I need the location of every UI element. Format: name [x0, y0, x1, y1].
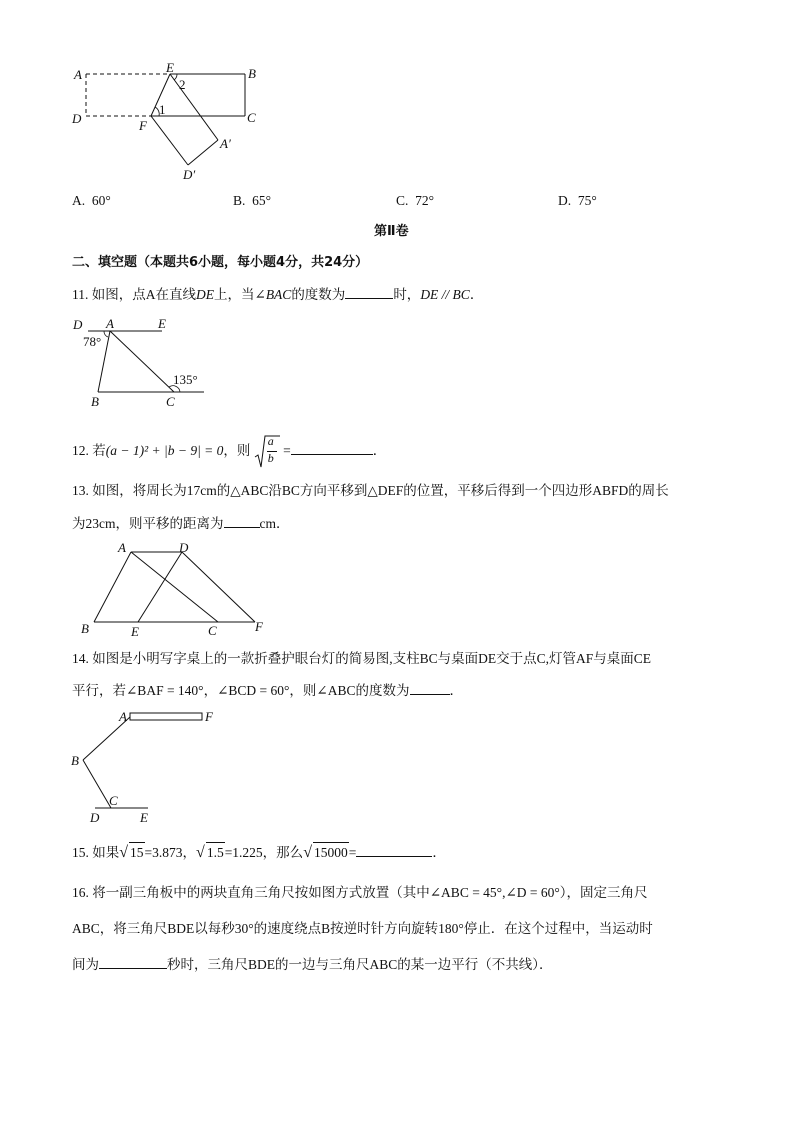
label-D-prime: D′ [183, 167, 196, 182]
label-angle-78: 78° [83, 334, 102, 349]
label-C: C [109, 793, 118, 808]
sqrt-icon: √ [196, 844, 205, 861]
q15-radicand-2: 1.5 [206, 842, 225, 863]
label-A: A [118, 540, 126, 555]
segment-DF [182, 552, 255, 622]
q13-line2 [72, 513, 290, 534]
label-B: B [248, 66, 256, 81]
q14-line1 [72, 649, 651, 669]
fold-rectangle-figure [70, 60, 270, 185]
q11-text-d: 时， [393, 287, 421, 302]
q12-num: 12. [72, 443, 89, 459]
lamp-tube-AF [130, 713, 202, 720]
q13-answer-blank[interactable] [224, 513, 260, 528]
q14-line2b: ． [449, 683, 463, 698]
label-A: A [106, 316, 114, 331]
label-F: F [255, 619, 263, 634]
label-E: E [158, 316, 166, 331]
label-B: B [91, 394, 99, 409]
sqrt-icon: √ [119, 844, 129, 861]
q14-answer-blank[interactable] [410, 680, 450, 695]
label-C: C [166, 394, 175, 409]
q13-line1 [72, 481, 669, 501]
option-d-letter: D. [558, 193, 572, 208]
q15-v1: =3.873， [144, 845, 197, 860]
label-C: C [208, 623, 217, 638]
q12-answer-blank[interactable] [291, 440, 373, 455]
label-F: F [139, 118, 147, 133]
q12-eq: = [283, 443, 291, 459]
q11-answer-blank[interactable] [345, 284, 393, 299]
q12-end: ． [372, 443, 387, 459]
q13-figure [75, 540, 275, 640]
option-d [558, 191, 597, 211]
label-E: E [140, 810, 148, 825]
q11-text-e: ． [469, 287, 484, 302]
q11-text-c: 的度数为 [291, 287, 346, 302]
label-D: D [179, 540, 189, 555]
q15-radicand-1: 15 [129, 842, 145, 863]
q14-num: 14. [72, 651, 89, 666]
q16-line1 [72, 883, 648, 903]
q15-num: 15. [72, 845, 89, 860]
label-B: B [71, 753, 79, 768]
label-A-prime: A′ [220, 136, 231, 151]
sqrt-sign [254, 435, 280, 469]
q11-text [72, 284, 483, 305]
q14-line2a: 平行，若∠BAF = 140°，∠BCD = 60°，则∠ABC的度数为 [72, 683, 410, 698]
label-D: D [90, 810, 100, 825]
q15-text-a: 如果 [92, 845, 120, 860]
q13-num: 13. [72, 483, 89, 498]
q16-line1-text: 将一副三角板中的两块直角三角尺按如图方式放置（其中∠ABC = 45°,∠D = 60°），固定三角尺 [92, 885, 648, 900]
q15-radicand-3: 15000 [313, 842, 349, 863]
option-c-value: 72° [415, 193, 435, 208]
label-F: F [205, 709, 213, 724]
label-angle-1: 1 [159, 102, 166, 117]
option-c-letter: C. [396, 193, 409, 208]
q11-text-b: 上，当∠ [214, 287, 266, 302]
q15-text [72, 842, 446, 863]
q12-expr: (a − 1)² + |b − 9| = 0 [105, 443, 224, 459]
part2-header: 二、填空题（本题共6小题，每小题4分，共24分） [72, 255, 369, 270]
q13-line1-text: 如图，将周长为17cm的△ABC沿BC方向平移到△DEF的位置，平移后得到一个四边形ABFD的周长 [92, 483, 669, 498]
label-D: D [73, 317, 83, 332]
angle-78-arc [104, 331, 108, 337]
q12-sqrt-fraction [254, 435, 280, 469]
q16-num: 16. [72, 885, 89, 900]
q12-text-b: ，则 [223, 443, 251, 459]
q12-text [72, 435, 386, 469]
segment-D-prime-A-prime [188, 140, 218, 165]
segment-FD-prime [151, 116, 188, 165]
q15-eq: = [348, 845, 357, 860]
q11-parallel: DE // BC [420, 287, 470, 302]
option-b-letter: B. [233, 193, 246, 208]
segment-AB [94, 552, 131, 622]
q16-line2: ABC，将三角尺BDE以每秒30°的速度绕点B按逆时针方向旋转180°停止．在这个过程中，当运动时 [72, 921, 653, 936]
label-C: C [247, 110, 256, 125]
label-angle-2: 2 [179, 77, 186, 92]
q16-answer-blank[interactable] [99, 954, 167, 969]
option-a [72, 191, 111, 211]
label-B: B [81, 621, 89, 636]
section-title: 第Ⅱ卷 [374, 224, 409, 239]
q12-text-a: 若 [92, 443, 106, 459]
pillar-BC [83, 760, 111, 808]
q13-line2b: cm． [259, 516, 290, 531]
q15-end: ． [432, 845, 446, 860]
q15-v2: =1.225，那么 [224, 845, 304, 860]
sqrt-icon: √ [303, 844, 312, 861]
q14-line1-text: 如图是小明写字桌上的一款折叠护眼台灯的简易图,支柱BC与桌面DE交于点C,灯管AF与桌面CE [92, 651, 652, 666]
q16-line3 [72, 954, 553, 975]
q11-de: DE [196, 287, 214, 302]
option-b [233, 191, 271, 211]
label-A: A [74, 67, 82, 82]
angle-2-arc [174, 74, 177, 80]
segment-AC [110, 331, 174, 392]
option-a-value: 60° [91, 193, 111, 208]
label-A: A [119, 709, 127, 724]
option-a-letter: A. [72, 193, 86, 208]
label-E: E [166, 60, 174, 75]
q15-answer-blank[interactable] [356, 842, 432, 857]
q11-num: 11. [72, 287, 89, 302]
q13-line2a: 为23cm，则平移的距离为 [72, 516, 224, 531]
q12-frac-top: a [267, 434, 274, 448]
q11-text-a: 如图，点A在直线 [91, 287, 196, 302]
q16-line3a: 间为 [72, 957, 99, 972]
option-d-value: 75° [577, 193, 597, 208]
option-c [396, 191, 434, 211]
q11-figure [70, 312, 220, 410]
q14-line2 [72, 680, 463, 701]
segment-EA-prime [170, 74, 218, 140]
label-D: D [72, 111, 82, 126]
q12-frac-bottom: b [267, 451, 274, 465]
option-b-value: 65° [252, 193, 272, 208]
q14-lamp-figure [68, 707, 218, 827]
label-angle-135: 135° [173, 372, 198, 387]
q16-line3b: 秒时，三角尺BDE的一边与三角尺ABC的某一边平行（不共线）． [167, 957, 553, 972]
label-E: E [131, 624, 139, 639]
q11-bac: BAC [265, 287, 292, 302]
